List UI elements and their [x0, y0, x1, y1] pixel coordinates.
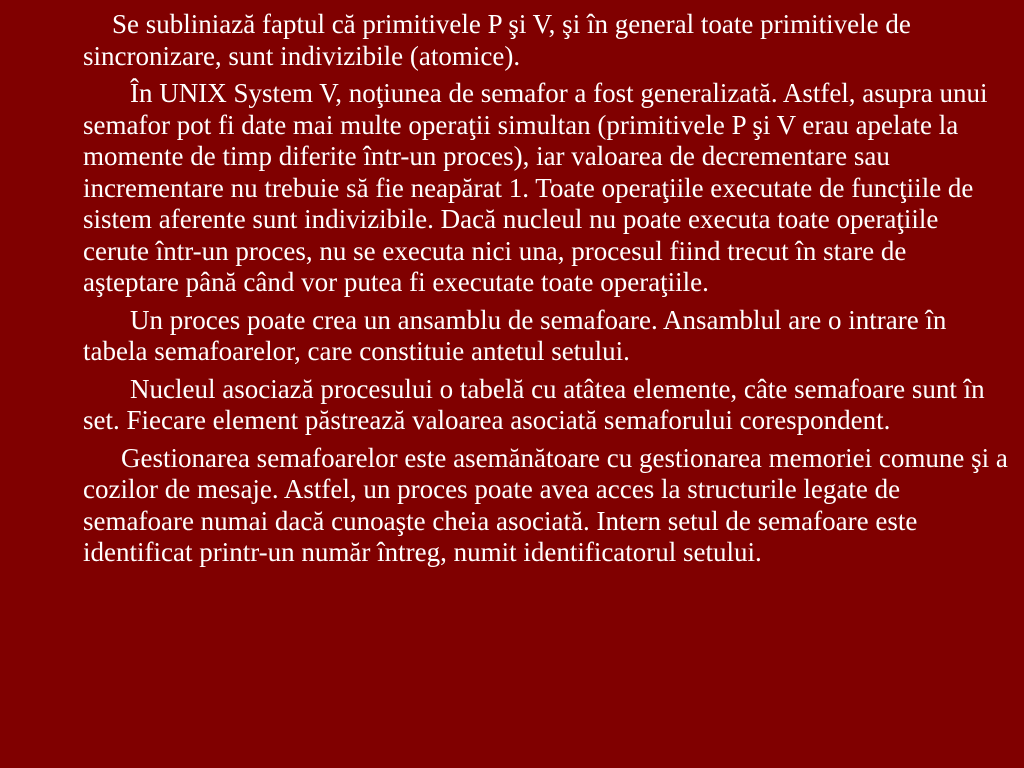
- paragraph-atomic-primitives: Se subliniază faptul că primitivele P şi V, şi în general toate primitivele de sincronizare, sunt indivizibile (atomice).: [83, 9, 911, 71]
- paragraph-system-v-semaphores: În UNIX System V, noţiunea de semafor a fost generalizată. Astfel, asupra unui semafor pot fi date mai multe operaţii simultan (primitivele P şi V erau apelate la momente de timp diferite într-un proces), iar valoarea de decrementare sau incrementare nu trebuie să fie neapărat 1. Toate operaţiile executate de funcţiile de sistem aferente sunt indivizibile. Dacă nucleul nu poate executa toate operaţiile cerute într-un proces, nu se executa nici una, procesul fiind trecut în stare de aşteptare până când vor putea fi executate toate operaţiile.: [83, 78, 988, 297]
- paragraph-semaphore-set: Un proces poate crea un ansamblu de semafoare. Ansamblul are o intrare în tabela semafoarelor, care constituie antetul setului.: [83, 304, 947, 366]
- paragraph-semaphore-management: Gestionarea semafoarelor este asemănătoare cu gestionarea memoriei comune şi a cozilor de mesaje. Astfel, un proces poate avea acces la structurile legate de semafoare numai dacă cunoaşte cheia asociată. Intern setul de semafoare este identificat printr-un număr întreg, numit identificatorul setului.: [83, 442, 1008, 567]
- paragraph-kernel-table: Nucleul asociază procesului o tabelă cu atâtea elemente, câte semafoare sunt în set. Fiecare element păstrează valoarea asociată semaforului corespondent.: [83, 373, 985, 435]
